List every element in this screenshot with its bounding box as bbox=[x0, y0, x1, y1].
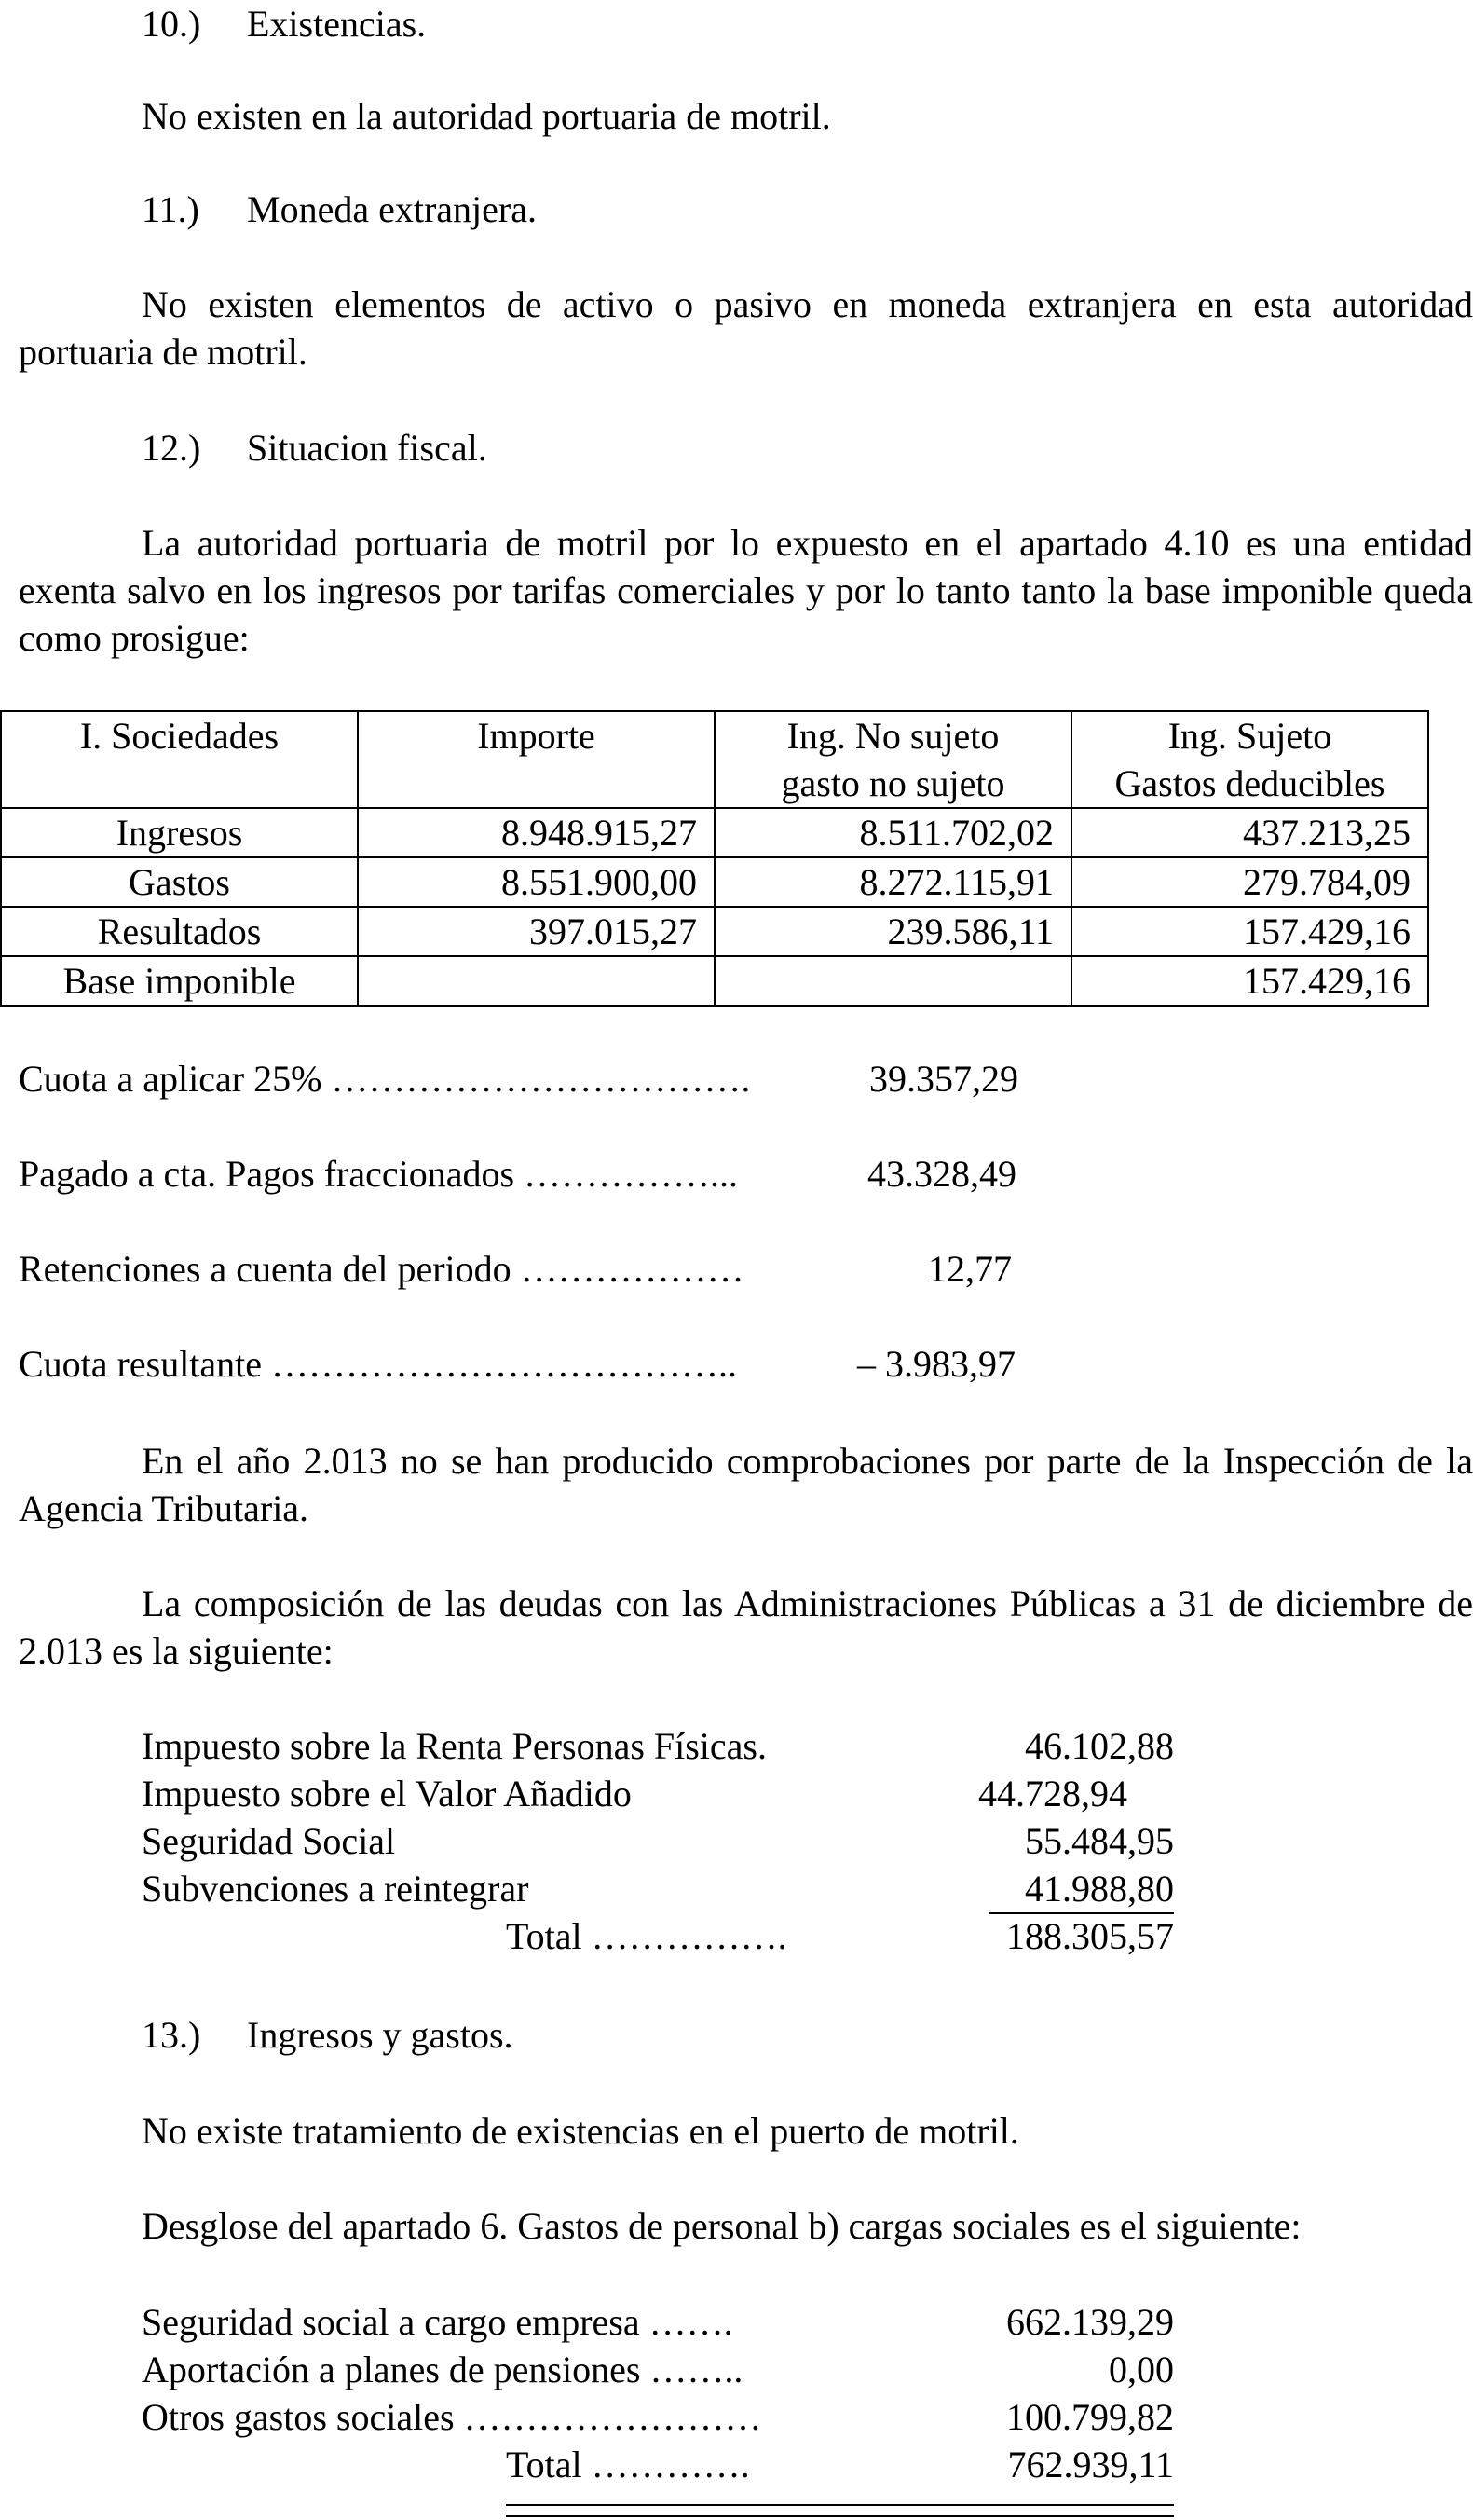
section-13-text: No existe tratamiento de existencias en el puerto de motril. bbox=[142, 2110, 1019, 2152]
total-label: Total ……………. bbox=[506, 1915, 787, 1957]
cell-no-sujeto: 8.272.115,91 bbox=[715, 857, 1071, 907]
table-header-row bbox=[1, 711, 1428, 808]
header-cell: Ing. Sujeto Gastos deducibles bbox=[1071, 711, 1428, 808]
row-label: Ingresos bbox=[1, 808, 358, 857]
cell-importe bbox=[358, 956, 715, 1006]
cell-no-sujeto bbox=[715, 956, 1071, 1006]
deuda-item: Impuesto sobre la Renta Personas Físicas. 46.102,88 bbox=[142, 1725, 1174, 1767]
section-13-heading bbox=[142, 2011, 513, 2059]
section-title: Ingresos y gastos. bbox=[247, 2014, 513, 2056]
header-cell: Importe bbox=[358, 711, 715, 808]
section-11-text: No existen elementos de activo o pasivo en moneda extranjera en esta autoridad portuaria de motril. bbox=[19, 283, 1473, 373]
carga-item: Aportación a planes de pensiones …….. 0,00 bbox=[142, 2349, 1174, 2390]
total-value: 762.939,11 bbox=[1007, 2444, 1174, 2486]
header-cell: Ing. No sujeto gasto no sujeto bbox=[715, 711, 1071, 808]
para-inspeccion: En el año 2.013 no se han producido comprobaciones por parte de la Inspección de la Agencia Tributaria. bbox=[19, 1440, 1473, 1529]
cell-importe: 8.948.915,27 bbox=[358, 808, 715, 857]
section-13-desglose: Desglose del apartado 6. Gastos de personal b) cargas sociales es el siguiente: bbox=[142, 2205, 1302, 2247]
cargas-total bbox=[142, 2441, 1174, 2488]
section-number: 12.) bbox=[142, 427, 201, 469]
section-12-intro: La autoridad portuaria de motril por lo expuesto en el apartado 4.10 es una entidad exenta salvo en los ingresos por tarifas comerciales y por lo tanto tanto la base imponible queda como prosigue: bbox=[19, 522, 1473, 659]
cell-sujeto: 279.784,09 bbox=[1071, 857, 1428, 907]
cell-sujeto: 437.213,25 bbox=[1071, 808, 1428, 857]
cell-no-sujeto: 8.511.702,02 bbox=[715, 808, 1071, 857]
section-title: Moneda extranjera. bbox=[247, 188, 537, 230]
calc-value: 39.357,29 bbox=[869, 1058, 1018, 1100]
calc-label: Cuota resultante ……………………………….. bbox=[19, 1343, 738, 1385]
calc-label: Retenciones a cuenta del periodo ……………… bbox=[19, 1248, 744, 1290]
double-underline bbox=[506, 2504, 1174, 2517]
deudas-total bbox=[142, 1912, 1174, 1960]
section-title: Situacion fiscal. bbox=[247, 427, 487, 469]
table-row bbox=[1, 857, 1428, 907]
cell-importe: 397.015,27 bbox=[358, 907, 715, 956]
row-label: Gastos bbox=[1, 857, 358, 907]
section-number: 13.) bbox=[142, 2014, 201, 2056]
deuda-item: Seguridad Social 55.484,95 bbox=[142, 1820, 1174, 1862]
calc-label: Pagado a cta. Pagos fraccionados ……………... bbox=[19, 1153, 739, 1195]
cell-importe: 8.551.900,00 bbox=[358, 857, 715, 907]
section-12-heading bbox=[142, 424, 487, 472]
calc-value: 12,77 bbox=[928, 1248, 1012, 1290]
section-11-heading bbox=[142, 185, 537, 233]
calc-value: 43.328,49 bbox=[867, 1153, 1016, 1195]
section-10-text: No existen en la autoridad portuaria de motril. bbox=[142, 95, 831, 137]
table-row bbox=[1, 907, 1428, 956]
row-label: Resultados bbox=[1, 907, 358, 956]
header-cell: I. Sociedades bbox=[1, 711, 358, 808]
carga-item: Otros gastos sociales …………………… 100.799,82 bbox=[142, 2396, 1174, 2438]
row-label: Base imponible bbox=[1, 956, 358, 1006]
section-title: Existencias. bbox=[247, 3, 427, 45]
cell-no-sujeto: 239.586,11 bbox=[715, 907, 1071, 956]
tax-table bbox=[0, 710, 1429, 1007]
deuda-item: Subvenciones a reintegrar 41.988,80 bbox=[142, 1865, 1174, 1912]
section-number: 11.) bbox=[142, 188, 199, 230]
table-row bbox=[1, 956, 1428, 1006]
para-deudas: La composición de las deudas con las Administraciones Públicas a 31 de diciembre de 2.013 es la siguiente: bbox=[19, 1582, 1473, 1672]
total-value: 188.305,57 bbox=[1006, 1915, 1174, 1957]
section-number: 10.) bbox=[142, 3, 201, 45]
total-label: Total …………. bbox=[506, 2444, 750, 2486]
calc-value: – 3.983,97 bbox=[857, 1343, 1016, 1385]
cell-sujeto: 157.429,16 bbox=[1071, 907, 1428, 956]
section-10-heading bbox=[142, 0, 426, 48]
calc-label: Cuota a aplicar 25% ……………………………. bbox=[19, 1058, 751, 1100]
carga-item: Seguridad social a cargo empresa ……. 662.139,29 bbox=[142, 2301, 1174, 2343]
cell-sujeto: 157.429,16 bbox=[1071, 956, 1428, 1006]
deuda-item: Impuesto sobre el Valor Añadido 44.728,94 bbox=[142, 1773, 1127, 1815]
table-row bbox=[1, 808, 1428, 857]
